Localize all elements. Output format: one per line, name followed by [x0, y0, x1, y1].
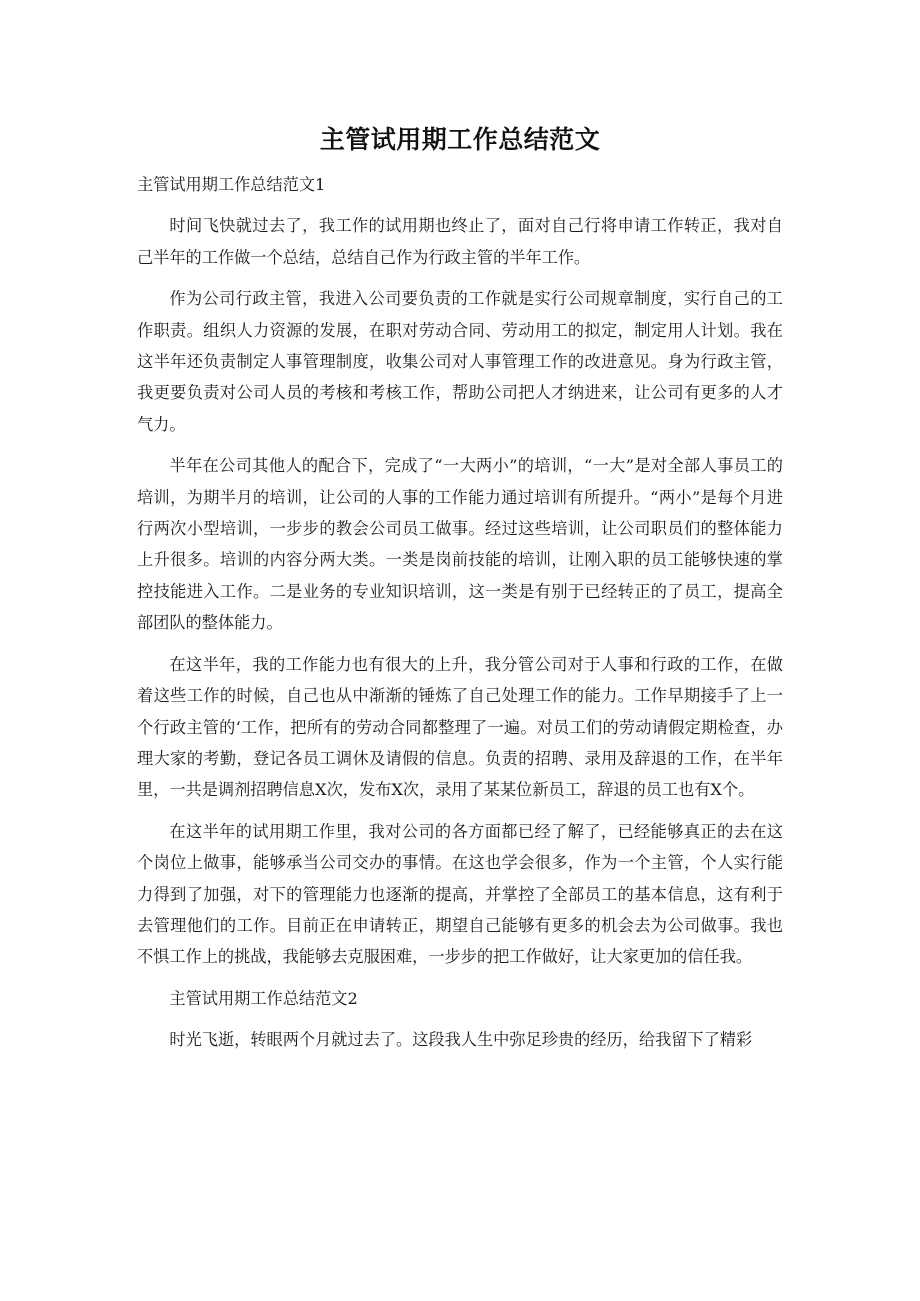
paragraph-4: 在这半年，我的工作能力也有很大的上升，我分管公司对于人事和行政的工作，在做着这些工作的时候，自己也从中渐渐的锤炼了自己处理工作的能力。工作早期接手了上一个行政主管的‘工作，把所有的劳动合同都整理了一遍。对员工们的劳动请假定期检查，办理大家的考勤，登记各员工调休及请假的信息。负责的招聘、录用及辞退的工作，在半年里，一共是调剂招聘信息X次，发布X次，录用了某某位新员工，辞退的员工也有X个。: [137, 654, 783, 800]
section-heading-2: 主管试用期工作总结范文2: [169, 988, 358, 1008]
document-title: 主管试用期工作总结范文: [319, 125, 601, 154]
paragraph-6: 时光飞逝，转眼两个月就过去了。这段我人生中弥足珍贵的经历，给我留下了精彩: [169, 1030, 753, 1050]
document-body: [137, 169, 783, 1066]
paragraph-1: 时间飞快就过去了，我工作的试用期也终止了，面对自己行将申请工作转正，我对自己半年的工作做一个总结，总结自己作为行政主管的半年工作。: [137, 216, 783, 267]
paragraph-2: 作为公司行政主管，我进入公司要负责的工作就是实行公司规章制度，实行自己的工作职责。组织人力资源的发展，在职对劳动合同、劳动用工的拟定，制定用人计划。我在这半年还负责制定人事管理制度，收集公司对人事管理工作的改进意见。身为行政主管，我更要负责对公司人员的考核和考核工作，帮助公司把人才纳进来，让公司有更多的人才气力。: [137, 289, 783, 434]
paragraph-5: 在这半年的试用期工作里，我对公司的各方面都已经了解了，已经能够真正的去在这个岗位上做事，能够承当公司交办的事情。在这也学会很多，作为一个主管，个人实行能力得到了加强，对下的管理能力也逐渐的提高，并掌控了全部员工的基本信息，这有利于去管理他们的工作。目前正在申请转正，期望自己能够有更多的机会去为公司做事。我也不惧工作上的挑战，我能够去克服困难，一步步的把工作做好，让大家更加的信任我。: [137, 821, 783, 967]
section-heading-1: 主管试用期工作总结范文1: [137, 175, 326, 194]
paragraph-3: 半年在公司其他人的配合下，完成了“一大两小”的培训，“一大”是对全部人事员工的培训，为期半月的培训，让公司的人事的工作能力通过培训有所提升。“两小”是每个月进行两次小型培训，一步步的教会公司员工做事。经过这些培训，让公司职员们的整体能力上升很多。培训的内容分两大类。一类是岗前技能的培训，让刚入职的员工能够快速的掌控技能进入工作。二是业务的专业知识培训，这一类是有别于已经转正的了员工，提高全部团队的整体能力。: [137, 456, 783, 633]
